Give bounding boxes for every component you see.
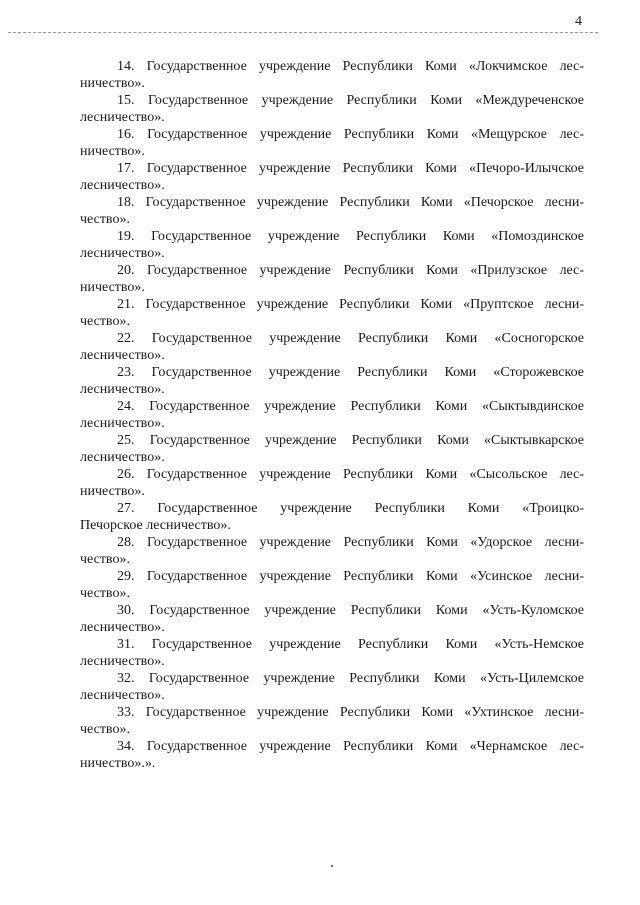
list-item-second-line: лесничество».: [80, 110, 165, 125]
list-item-second-line: Печорское лесничество».: [80, 518, 231, 533]
list-item: [80, 160, 584, 194]
list-item-second-line: ничество».: [80, 484, 145, 499]
list-item-second-line: чество».: [80, 586, 130, 601]
list-item-second-line: лесничество».: [80, 178, 165, 193]
list-item-first-line: 34. Государственное учреждение Республики Коми «Чернамское лес-: [117, 739, 584, 754]
list-item-first-line: 17. Государственное учреждение Республики Коми «Печоро-Илычское: [117, 161, 584, 176]
list-item: [80, 194, 584, 228]
list-item-first-line: 14. Государственное учреждение Республики Коми «Локчимское лес-: [117, 59, 584, 74]
list-item: [80, 568, 584, 602]
list-item-first-line: 23. Государственное учреждение Республики Коми «Сторожевское: [117, 365, 584, 380]
list-item: [80, 466, 584, 500]
list-item-second-line: чество».: [80, 722, 130, 737]
list-item: [80, 534, 584, 568]
list-item-first-line: 19. Государственное учреждение Республики Коми «Помоздинское: [117, 229, 584, 244]
list-item-second-line: лесничество».: [80, 654, 165, 669]
list-item: [80, 432, 584, 466]
list-item-second-line: лесничество».: [80, 382, 165, 397]
list-item-first-line: 30. Государственное учреждение Республики Коми «Усть-Куломское: [117, 603, 584, 618]
list-item: [80, 58, 584, 92]
list-item-first-line: 24. Государственное учреждение Республики Коми «Сыктывдинское: [117, 399, 584, 414]
list-item-first-line: 25. Государственное учреждение Республики Коми «Сыктывкарское: [117, 433, 584, 448]
list-item-first-line: 33. Государственное учреждение Республики Коми «Ухтинское лесни-: [117, 705, 584, 720]
list-item-second-line: лесничество».: [80, 246, 165, 261]
list-item-second-line: лесничество».: [80, 620, 165, 635]
list-item-second-line: чество».: [80, 314, 130, 329]
list-item-second-line: лесничество».: [80, 416, 165, 431]
list-item: [80, 738, 584, 772]
list-item-first-line: 26. Государственное учреждение Республики Коми «Сысольское лес-: [117, 467, 584, 482]
header-rule: [8, 32, 598, 33]
list-item-first-line: 20. Государственное учреждение Республики Коми «Прилузское лес-: [117, 263, 584, 278]
list-item-first-line: 21. Государственное учреждение Республики Коми «Пруптское лесни-: [117, 297, 584, 312]
list-item-second-line: лесничество».: [80, 688, 165, 703]
list-item-first-line: 22. Государственное учреждение Республики Коми «Сосногорское: [117, 331, 584, 346]
list-item: [80, 262, 584, 296]
list-item-second-line: ничество».».: [80, 756, 156, 771]
list-item: [80, 296, 584, 330]
list-item-second-line: ничество».: [80, 144, 145, 159]
list-item-first-line: 18. Государственное учреждение Республики Коми «Печорское лесни-: [117, 195, 584, 210]
list-item-first-line: 16. Государственное учреждение Республики Коми «Мещурское лес-: [117, 127, 584, 142]
list-item: [80, 500, 584, 534]
list-item: [80, 364, 584, 398]
list-item-second-line: ничество».: [80, 280, 145, 295]
list-item: [80, 126, 584, 160]
list-item-second-line: чество».: [80, 212, 130, 227]
list-item-second-line: лесничество».: [80, 450, 165, 465]
list-item-second-line: чество».: [80, 552, 130, 567]
list-item: [80, 602, 584, 636]
list-item: [80, 92, 584, 126]
list-item-first-line: 27. Государственное учреждение Республики Коми «Троицко-: [117, 501, 584, 516]
list-item: [80, 636, 584, 670]
list-item-first-line: 31. Государственное учреждение Республики Коми «Усть-Немское: [117, 637, 584, 652]
list-item-second-line: ничество».: [80, 76, 145, 91]
list-item: [80, 330, 584, 364]
list-item: [80, 228, 584, 262]
list-item-second-line: лесничество».: [80, 348, 165, 363]
list-item: [80, 398, 584, 432]
list-item-first-line: 28. Государственное учреждение Республики Коми «Удорское лесни-: [117, 535, 584, 550]
scan-speck: [331, 865, 333, 867]
list-item-first-line: 29. Государственное учреждение Республики Коми «Усинское лесни-: [117, 569, 584, 584]
list-item-first-line: 32. Государственное учреждение Республики Коми «Усть-Цилемское: [117, 671, 584, 686]
list-item-first-line: 15. Государственное учреждение Республики Коми «Междуреченское: [117, 93, 584, 108]
institution-list: [80, 58, 584, 772]
page-number: 4: [575, 14, 582, 29]
list-item: [80, 670, 584, 704]
list-item: [80, 704, 584, 738]
